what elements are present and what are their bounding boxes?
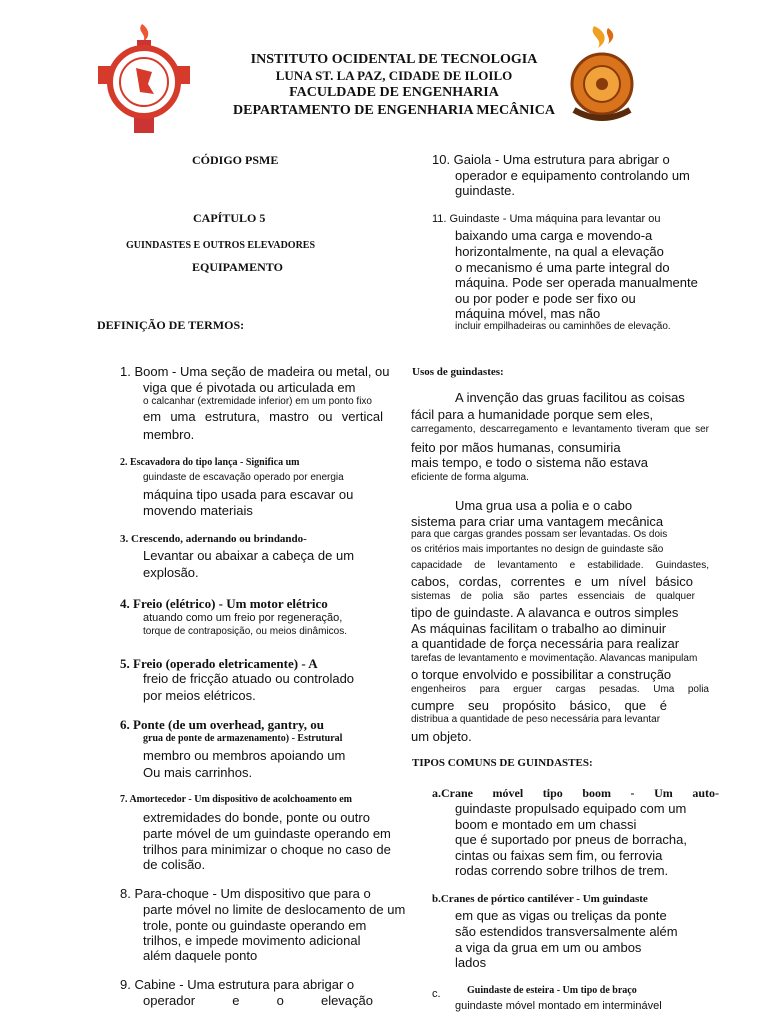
body-line: a quantidade de força necessária para realizar xyxy=(411,636,680,651)
chapter-subtitle-1: GUINDASTES E OUTROS ELEVADORES xyxy=(126,240,316,251)
def-line: Ou mais carrinhos. xyxy=(143,765,253,780)
def-line: máquina móvel, mas não xyxy=(455,306,601,321)
body-line: capacidade de levantamento e estabilidade. Guindastes, xyxy=(411,560,709,571)
def-line: atuando como um freio por regeneração, xyxy=(143,612,343,624)
type-line: cintas ou faixas sem fim, ou ferrovia xyxy=(455,848,663,863)
def-line: 9. Cabine - Uma estrutura para abrigar o xyxy=(120,977,355,992)
def-line: freio de fricção atuado ou controlado xyxy=(143,671,355,686)
department-name: DEPARTAMENTO DE ENGENHARIA MECÂNICA xyxy=(233,103,555,118)
def-line: 1. Boom - Uma seção de madeira ou metal, ou xyxy=(120,364,390,379)
def-line: guindaste. xyxy=(455,183,515,198)
body-line: distribua a quantidade de peso necessária para levantar xyxy=(411,714,661,725)
def-line: incluir empilhadeiras ou caminhões de elevação. xyxy=(455,321,671,332)
institute-address: LUNA ST. LA PAZ, CIDADE DE ILOILO xyxy=(275,68,513,83)
def-line: parte móvel no limite de deslocamento de um xyxy=(143,902,406,917)
def-line: trole, ponte ou guindaste operando em xyxy=(143,918,367,933)
body-line: engenheiros para erguer cargas pesadas. Uma polia xyxy=(411,684,709,695)
def-line: guindaste de escavação operado por energia xyxy=(143,472,344,483)
def-line: 6. Ponte (de um overhead, gantry, ou xyxy=(120,717,325,732)
body-line: cabos, cordas, correntes e um nível básico xyxy=(411,574,693,589)
code-title: CÓDIGO PSME xyxy=(192,153,279,167)
body-line: para que cargas grandes possam ser levantadas. Os dois xyxy=(411,529,668,540)
def-line: membro ou membros apoiando um xyxy=(143,748,346,763)
def-line: baixando uma carga e movendo-a xyxy=(455,228,653,243)
def-line: operador e equipamento controlando um xyxy=(455,168,690,183)
section-heading: Usos de guindastes: xyxy=(412,366,504,378)
body-line: fácil para a humanidade porque sem eles, xyxy=(411,407,654,422)
type-line: a.Crane móvel tipo boom - Um auto- xyxy=(432,786,719,800)
chapter-subtitle-2: EQUIPAMENTO xyxy=(192,260,283,274)
def-line: máquina tipo usada para escavar ou xyxy=(143,487,354,502)
body-line: o torque envolvido e possibilitar a construção xyxy=(411,667,672,682)
body-line: Uma grua usa a polia e o cabo xyxy=(455,498,633,513)
def-line: 10. Gaiola - Uma estrutura para abrigar o xyxy=(432,152,670,167)
type-line: guindaste propulsado equipado com um xyxy=(455,801,687,816)
type-line: c. xyxy=(432,988,441,1000)
body-line: tarefas de levantamento e movimentação. Alavancas manipulam xyxy=(411,653,698,664)
body-line: eficiente de forma alguma. xyxy=(411,472,529,483)
type-line: b.Cranes de pórtico cantiléver - Um guindaste xyxy=(432,893,648,905)
def-line: por meios elétricos. xyxy=(143,688,256,703)
def-line: trilhos, e impede movimento adicional xyxy=(143,933,361,948)
def-line: movendo materiais xyxy=(143,503,253,518)
type-line: guindaste móvel montado em interminável xyxy=(455,1000,662,1012)
def-line: máquina. Pode ser operada manualmente xyxy=(455,275,698,290)
def-line: o mecanismo é uma parte integral do xyxy=(455,260,670,275)
body-line: um objeto. xyxy=(411,729,472,744)
type-line: a viga da grua em um ou ambos xyxy=(455,940,642,955)
institute-name: INSTITUTO OCIDENTAL DE TECNOLOGIA xyxy=(250,52,538,67)
type-line: lados xyxy=(455,955,487,970)
body-line: carregamento, descarregamento e levantamento tiveram que ser xyxy=(411,424,709,435)
type-line: boom e montado em um chassi xyxy=(455,817,637,832)
type-line: Guindaste de esteira - Um tipo de braço xyxy=(467,985,637,996)
def-line: extremidades do bonde, ponte ou outro xyxy=(143,810,370,825)
def-line: 8. Para-choque - Um dispositivo que para o xyxy=(120,886,371,901)
body-line: sistema para criar uma vantagem mecânica xyxy=(411,514,664,529)
def-line: 11. Guindaste - Uma máquina para levantar ou xyxy=(432,213,661,225)
def-line: parte móvel de um guindaste operando em xyxy=(143,826,391,841)
type-line: rodas correndo sobre trilhos de trem. xyxy=(455,863,669,878)
body-line: feito por mãos humanas, consumiria xyxy=(411,440,621,455)
def-line: torque de contraposição, ou meios dinâmicos. xyxy=(143,626,348,637)
body-line: os critérios mais importantes no design de guindaste são xyxy=(411,544,664,555)
body-line: As máquinas facilitam o trabalho ao diminuir xyxy=(411,621,667,636)
def-line: 5. Freio (operado eletricamente) - A xyxy=(120,656,318,671)
body-line: mais tempo, e todo o sistema não estava xyxy=(411,455,649,470)
definitions-heading: DEFINIÇÃO DE TERMOS: xyxy=(97,318,245,332)
def-line: de colisão. xyxy=(143,857,206,872)
body-line: A invenção das gruas facilitou as coisas xyxy=(455,390,685,405)
def-line: 7. Amortecedor - Um dispositivo de acolchoamento em xyxy=(120,794,353,805)
type-line: em que as vigas ou treliças da ponte xyxy=(455,908,667,923)
section-heading: TIPOS COMUNS DE GUINDASTES: xyxy=(412,757,593,769)
def-line: 4. Freio (elétrico) - Um motor elétrico xyxy=(120,596,328,611)
def-line: membro. xyxy=(143,427,195,442)
def-line: além daquele ponto xyxy=(143,948,258,963)
def-line: operador e o elevação xyxy=(143,993,373,1008)
def-line: trilhos para minimizar o choque no caso de xyxy=(143,842,391,857)
body-line: cumpre seu propósito básico, que é xyxy=(411,698,667,713)
def-line: ou por poder e pode ser fixo ou xyxy=(455,291,636,306)
body-line: tipo de guindaste. A alavanca e outros simples xyxy=(411,605,679,620)
def-line: em uma estrutura, mastro ou vertical xyxy=(143,409,383,424)
def-line: o calcanhar (extremidade inferior) em um ponto fixo xyxy=(143,396,372,407)
body-line: sistemas de polia são partes essenciais de qualquer xyxy=(411,591,695,602)
faculty-name: FACULDADE DE ENGENHARIA xyxy=(289,85,499,100)
def-line: 2. Escavadora do tipo lança - Significa um xyxy=(120,457,300,468)
def-line: viga que é pivotada ou articulada em xyxy=(143,380,356,395)
type-line: são estendidos transversalmente além xyxy=(455,924,678,939)
def-line: 3. Crescendo, adernando ou brindando- xyxy=(120,533,307,545)
type-line: que é suportado por pneus de borracha, xyxy=(455,832,688,847)
def-line: horizontalmente, na qual a elevação xyxy=(455,244,664,259)
def-line: explosão. xyxy=(143,565,199,580)
chapter-title: CAPÍTULO 5 xyxy=(193,211,266,225)
def-line: Levantar ou abaixar a cabeça de um xyxy=(143,548,355,563)
def-line: grua de ponte de armazenamento) - Estrutural xyxy=(143,733,343,744)
